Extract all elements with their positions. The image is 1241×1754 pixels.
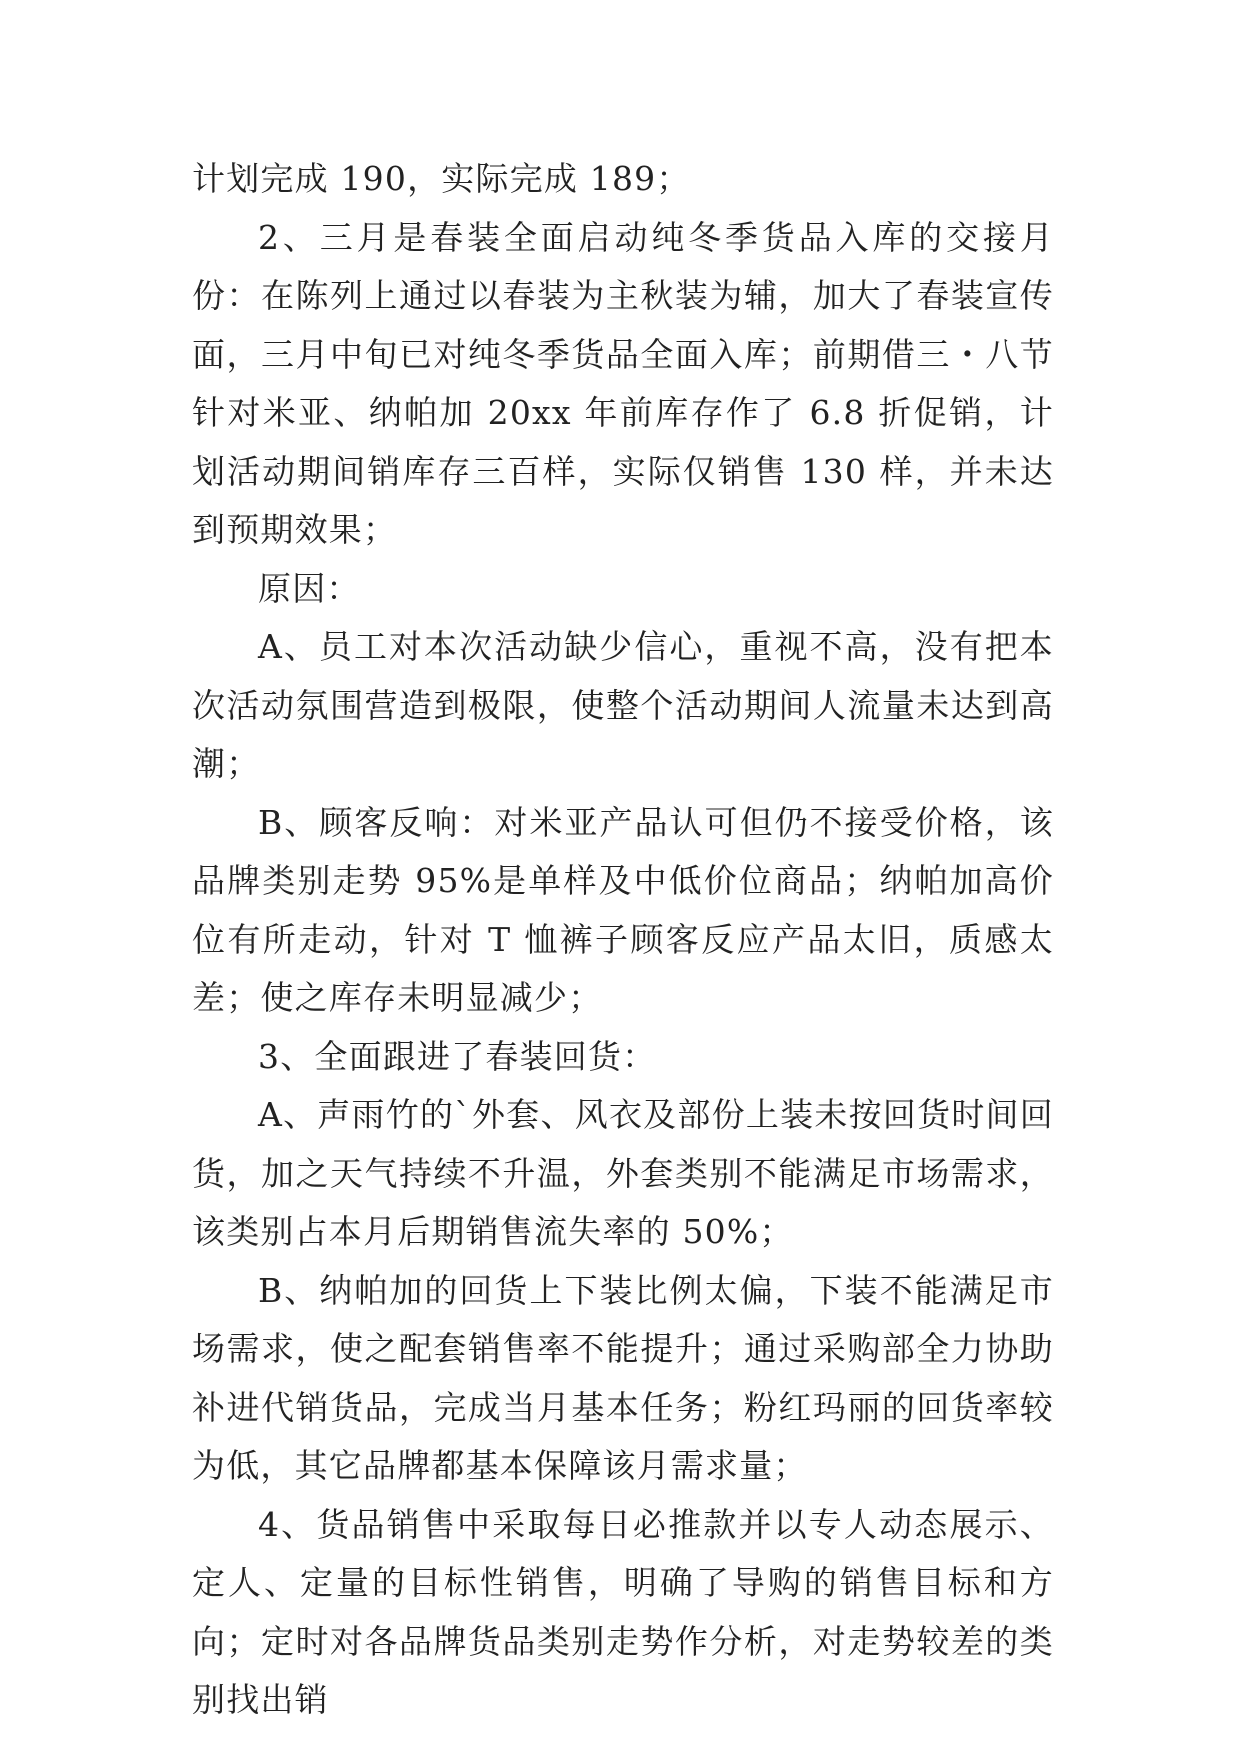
paragraph: 2、三月是春装全面启动纯冬季货品入库的交接月份：在陈列上通过以春装为主秋装为辅，加大了春装宣传面，三月中旬已对纯冬季货品全面入库；前期借三・八节针对米亚、纳帕加 20xx 年前库存作了 6.8 折促销，计划活动期间销库存三百样，实际仅销售 130 样，并未达到预期效果； [192, 217, 1054, 549]
paragraph: A、员工对本次活动缺少信心，重视不高，没有把本次活动氛围营造到极限，使整个活动期间人流量未达到高潮； [192, 627, 1054, 783]
paragraph: 3、全面跟进了春装回货： [258, 1036, 657, 1076]
paragraph: 原因： [258, 568, 361, 608]
paragraph: 4、货品销售中采取每日必推款并以专人动态展示、定人、定量的目标性销售，明确了导购的销售目标和方向；定时对各品牌货品类别走势作分析，对走势较差的类别找出销 [192, 1504, 1054, 1719]
paragraph: B、纳帕加的回货上下装比例太偏，下装不能满足市场需求，使之配套销售率不能提升；通过采购部全力协助补进代销货品，完成当月基本任务；粉红玛丽的回货率较为低，其它品牌都基本保障该月需求量； [192, 1270, 1054, 1485]
paragraph: 计划完成 190，实际完成 189； [192, 159, 691, 198]
paragraph: B、顾客反响：对米亚产品认可但仍不接受价格，该品牌类别走势 95%是单样及中低价位商品；纳帕加高价位有所走动，针对 T 恤裤子顾客反应产品太旧，质感太差；使之库存未明显减少； [192, 802, 1054, 1017]
paragraph: A、声雨竹的`外套、风衣及部份上装未按回货时间回货，加之天气持续不升温，外套类别不能满足市场需求，该类别占本月后期销售流失率的 50%； [192, 1095, 1054, 1251]
document-body [192, 150, 1054, 1730]
